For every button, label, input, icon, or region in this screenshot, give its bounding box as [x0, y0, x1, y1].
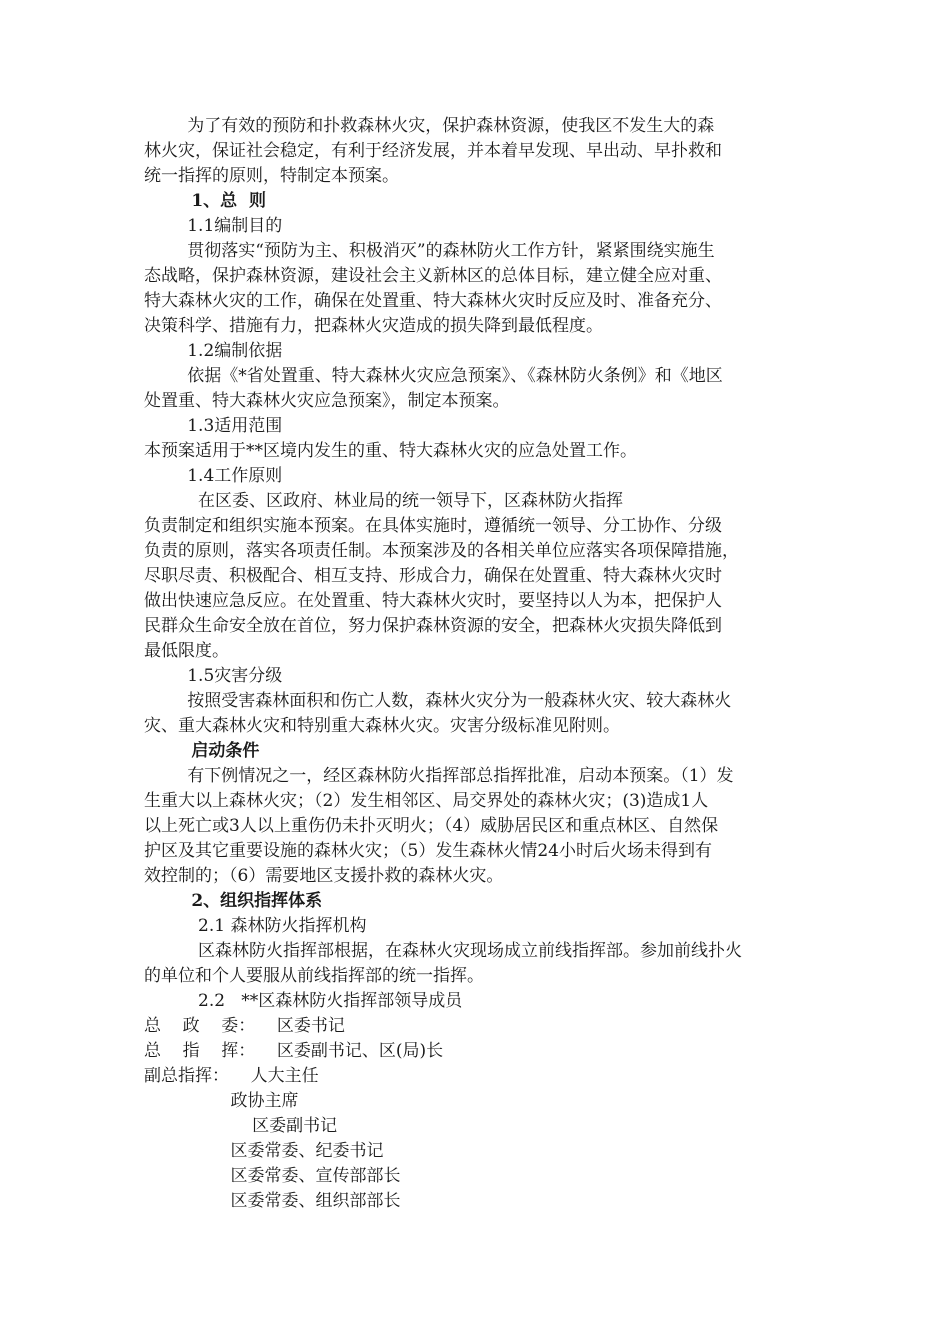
roster-line: 区委常委、宣传部部长	[144, 1166, 401, 1186]
text-line: 特大森林火灾的工作，确保在处置重、特大森林火灾时反应及时、准备充分、	[144, 291, 722, 311]
text-line: 负责的原则，落实各项责任制。本预案涉及的各相关单位应落实各项保障措施，	[144, 541, 739, 561]
text-line: 最低限度。	[144, 641, 229, 661]
text-line: 负责制定和组织实施本预案。在具体实施时，遵循统一领导、分工协作、分级	[144, 516, 722, 536]
text-line: 统一指挥的原则，特制定本预案。	[144, 166, 399, 186]
section-heading: 2、组织指挥体系	[144, 891, 323, 911]
text-line: 在区委、区政府、林业局的统一领导下，区森林防火指挥	[144, 491, 624, 511]
subsection-heading: 1.3适用范围	[144, 416, 283, 436]
roster-line: 总 政 委： 区委书记	[144, 1016, 345, 1036]
text-line: 以上死亡或3人以上重伤仍未扑灭明火；（4）威胁居民区和重点林区、自然保	[144, 816, 719, 836]
text-line: 贯彻落实“预防为主、积极消灭”的森林防火工作方针，紧紧围绕实施生	[144, 241, 715, 261]
text-line: 处置重、特大森林火灾应急预案》，制定本预案。	[144, 391, 510, 411]
text-line: 有下例情况之一，经区森林防火指挥部总指挥批准，启动本预案。（1）发	[144, 766, 734, 786]
text-line: 为了有效的预防和扑救森林火灾，保护森林资源，使我区不发生大的森	[144, 116, 715, 136]
subsection-heading: 1.5灾害分级	[144, 666, 283, 686]
text-line: 的单位和个人要服从前线指挥部的统一指挥。	[144, 966, 484, 986]
text-line: 做出快速应急反应。在处置重、特大森林火灾时，要坚持以人为本，把保护人	[144, 591, 722, 611]
roster-line: 副总指挥： 人大主任	[144, 1066, 319, 1086]
text-line: 护区及其它重要设施的森林火灾；（5）发生森林火情24小时后火场未得到有	[144, 841, 712, 861]
text-line: 民群众生命安全放在首位，努力保护森林资源的安全，把森林火灾损失降低到	[144, 616, 722, 636]
text-line: 决策科学、措施有力，把森林火灾造成的损失降到最低程度。	[144, 316, 603, 336]
text-line: 区森林防火指挥部根据，在森林火灾现场成立前线指挥部。参加前线扑火	[144, 941, 743, 961]
subsection-heading: 1.1编制目的	[144, 216, 283, 236]
text-line: 本预案适用于**区境内发生的重、特大森林火灾的应急处置工作。	[144, 441, 637, 461]
subsection-heading: 2.1 森林防火指挥机构	[144, 916, 367, 936]
roster-line: 区委常委、组织部部长	[144, 1191, 401, 1211]
text-line: 灾、重大森林火灾和特别重大森林火灾。灾害分级标准见附则。	[144, 716, 620, 736]
subsection-heading: 1.2编制依据	[144, 341, 283, 361]
text-line: 依据《*省处置重、特大森林火灾应急预案》、《森林防火条例》和《地区	[144, 366, 723, 386]
roster-line: 区委常委、纪委书记	[144, 1141, 384, 1161]
text-line: 林火灾，保证社会稳定，有利于经济发展，并本着早发现、早出动、早扑救和	[144, 141, 722, 161]
text-line: 生重大以上森林火灾；（2）发生相邻区、局交界处的森林火灾；(3)造成1人	[144, 791, 709, 811]
text-line: 态战略，保护森林资源，建设社会主义新林区的总体目标，建立健全应对重、	[144, 266, 722, 286]
subsection-heading: 2.2 **区森林防火指挥部领导成员	[144, 991, 463, 1011]
text-line: 尽职尽责、积极配合、相互支持、形成合力，确保在处置重、特大森林火灾时	[144, 566, 722, 586]
subsection-heading: 1.4工作原则	[144, 466, 283, 486]
text-line: 按照受害森林面积和伤亡人数，森林火灾分为一般森林火灾、较大森林火	[144, 691, 732, 711]
roster-line: 总 指 挥： 区委副书记、区(局)长	[144, 1041, 444, 1061]
text-line: 效控制的；（6）需要地区支援扑救的森林火灾。	[144, 866, 504, 886]
section-heading: 1、总 则	[144, 191, 267, 211]
roster-line: 政协主席	[144, 1091, 299, 1111]
roster-line: 区委副书记	[144, 1116, 338, 1136]
section-heading: 启动条件	[144, 741, 260, 761]
